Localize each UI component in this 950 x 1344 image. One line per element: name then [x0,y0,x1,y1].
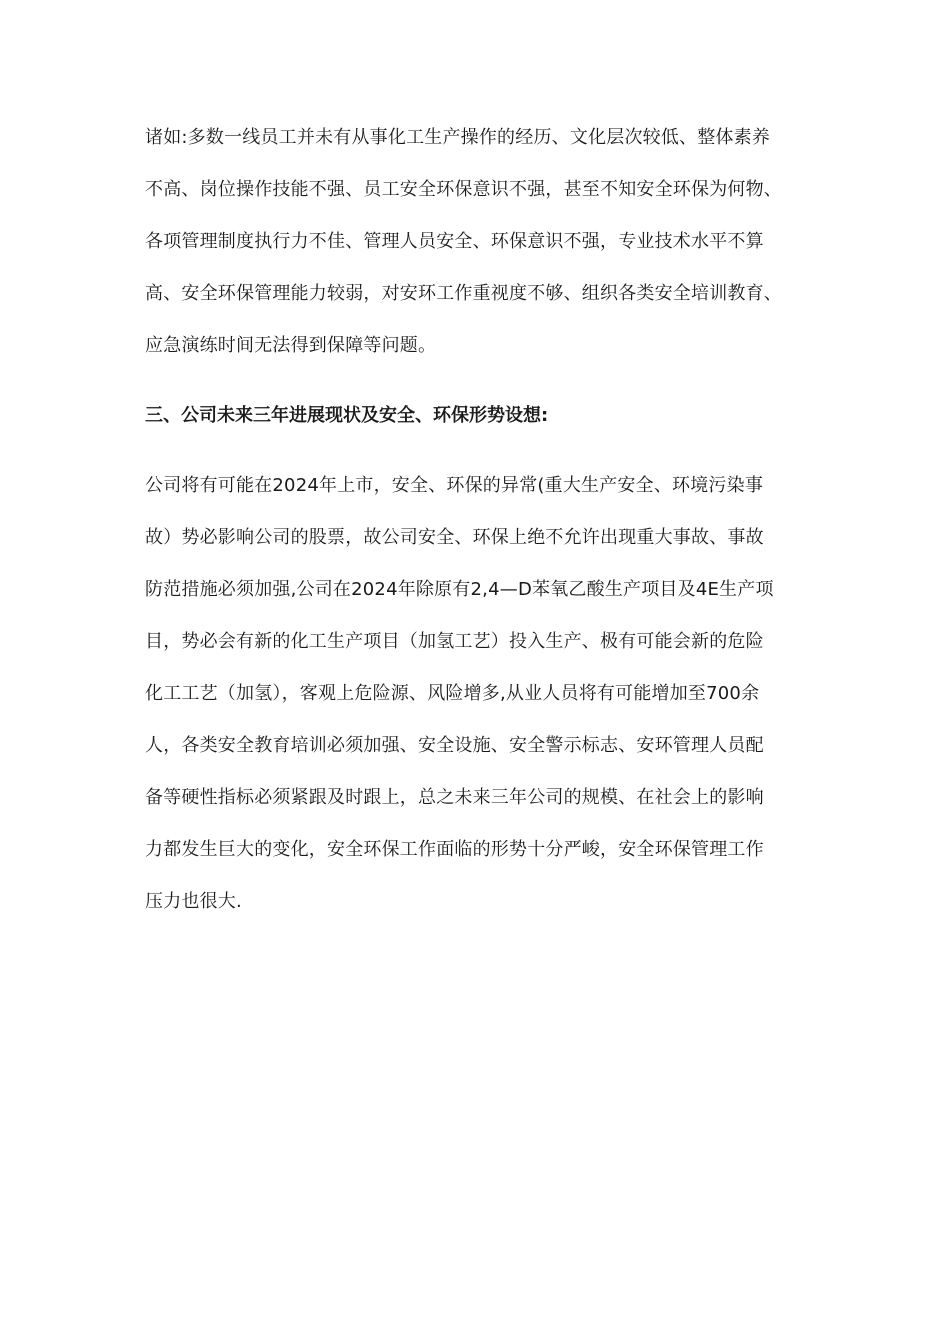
text-line: 化工工艺（加氢），客观上危险源、风险增多,从业人员将有可能增加至700余 [145,683,760,704]
text-line: 人，各类安全教育培训必须加强、安全设施、安全警示标志、安环管理人员配 [145,735,764,756]
text-line: 备等硬性指标必须紧跟及时跟上，总之未来三年公司的规模、在社会上的影响 [145,787,764,808]
text-line: 公司将有可能在2024年上市，安全、环保的异常(重大生产安全、环境污染事 [145,475,764,496]
text-line: 应急演练时间无法得到保障等问题。 [145,335,437,356]
text-line: 不高、岗位操作技能不强、员工安全环保意识不强，甚至不知安全环保为何物、 [145,179,782,200]
text-line: 各项管理制度执行力不佳、管理人员安全、环保意识不强，专业技术水平不算 [145,231,764,252]
paragraph-future-outlook [145,460,810,928]
text-line: 防范措施必须加强,公司在2024年除原有2,4—D苯氧乙酸生产项目及4E生产项 [145,579,774,600]
text-line: 力都发生巨大的变化，安全环保工作面临的形势十分严峻，安全环保管理工作 [145,839,764,860]
section-heading: 三、公司未来三年进展现状及安全、环保形势设想: [145,405,549,426]
document-body [145,112,810,928]
text-line: 高、安全环保管理能力较弱，对安环工作重视度不够、组织各类安全培训教育、 [145,283,782,304]
text-line: 目，势必会有新的化工生产项目（加氢工艺）投入生产、极有可能会新的危险 [145,631,764,652]
text-line: 故）势必影响公司的股票，故公司安全、环保上绝不允许出现重大事故、事故 [145,527,764,548]
text-line: 压力也很大. [145,891,242,912]
paragraph-staff-issues [145,112,810,372]
text-line: 诸如:多数一线员工并未有从事化工生产操作的经历、文化层次较低、整体素养 [145,127,771,148]
